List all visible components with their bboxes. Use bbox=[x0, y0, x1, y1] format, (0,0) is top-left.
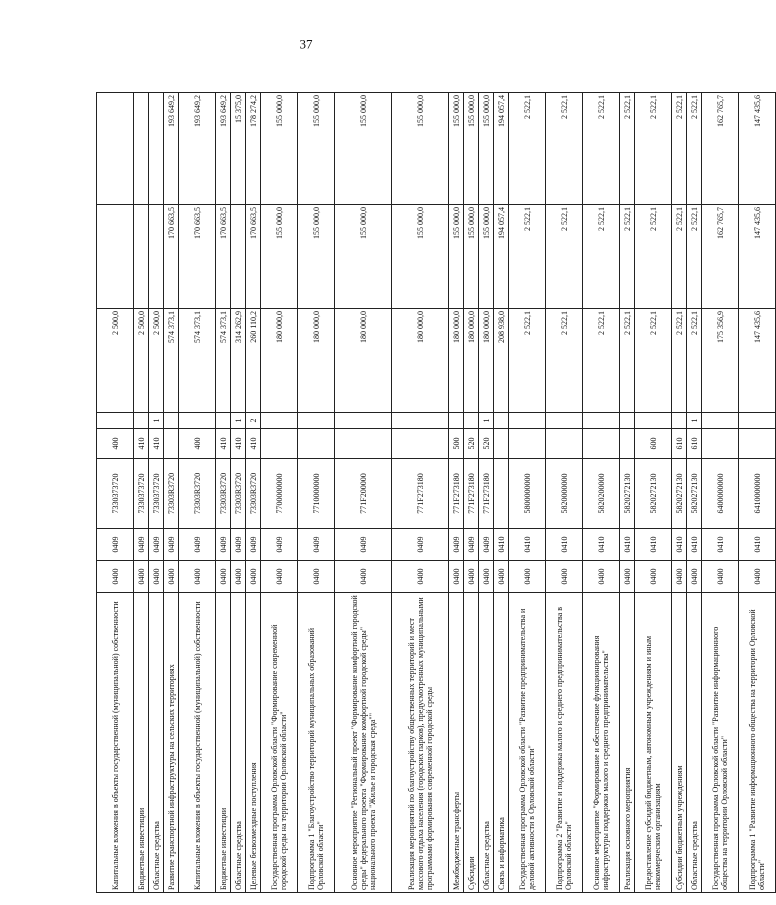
row-value-year1: 180 000,0 bbox=[261, 309, 298, 413]
row-subsection: 0409 bbox=[298, 529, 335, 561]
row-target-code: 5800000000 bbox=[509, 459, 546, 529]
row-source-code bbox=[702, 413, 739, 429]
row-target-code: 5820272130 bbox=[635, 459, 672, 529]
row-section: 0400 bbox=[216, 561, 231, 593]
table-row bbox=[464, 93, 479, 893]
row-value-year2 bbox=[134, 205, 149, 309]
row-expense-type: 520 bbox=[464, 429, 479, 459]
row-section: 0400 bbox=[298, 561, 335, 593]
row-source-code bbox=[179, 413, 216, 429]
table-row bbox=[449, 93, 464, 893]
row-name: Областные средства bbox=[231, 593, 246, 893]
row-value-year2: 155 000,0 bbox=[261, 205, 298, 309]
row-subsection: 0410 bbox=[494, 529, 509, 561]
row-source-code bbox=[449, 413, 464, 429]
table-row bbox=[494, 93, 509, 893]
row-section: 0400 bbox=[546, 561, 583, 593]
row-source-code bbox=[583, 413, 620, 429]
row-subsection: 0410 bbox=[672, 529, 687, 561]
table-row bbox=[97, 93, 134, 893]
row-subsection: 0409 bbox=[134, 529, 149, 561]
row-value-year1: 147 435,6 bbox=[739, 309, 776, 413]
row-section: 0400 bbox=[494, 561, 509, 593]
row-value-year2 bbox=[149, 205, 164, 309]
row-expense-type: 400 bbox=[97, 429, 134, 459]
row-source-code: 1 bbox=[687, 413, 702, 429]
table-row bbox=[620, 93, 635, 893]
row-value-year1: 574 373,1 bbox=[216, 309, 231, 413]
row-value-year2: 2 522,1 bbox=[583, 205, 620, 309]
row-name: Государственная программа Орловской области "Развитие информационного общества на территории Орловской области" bbox=[702, 593, 739, 893]
row-value-year3: 193 649,2 bbox=[164, 93, 179, 205]
row-name: Целевые безвозмездные поступления bbox=[246, 593, 261, 893]
row-value-year3: 15 375,0 bbox=[231, 93, 246, 205]
budget-table-body bbox=[97, 93, 776, 893]
row-name: Связь и информатика bbox=[494, 593, 509, 893]
table-row bbox=[149, 93, 164, 893]
row-section: 0400 bbox=[464, 561, 479, 593]
row-name: Капитальные вложения в объекты государственной (муниципальной) собственности bbox=[97, 593, 134, 893]
row-value-year3: 178 274,2 bbox=[246, 93, 261, 205]
row-source-code bbox=[392, 413, 449, 429]
row-value-year3: 155 000,0 bbox=[392, 93, 449, 205]
row-subsection: 0410 bbox=[687, 529, 702, 561]
row-name: Межбюджетные трансферты bbox=[449, 593, 464, 893]
row-source-code bbox=[97, 413, 134, 429]
row-subsection: 0409 bbox=[449, 529, 464, 561]
row-target-code: 7330373720 bbox=[134, 459, 149, 529]
row-value-year3: 155 000,0 bbox=[335, 93, 392, 205]
row-target-code: 5820000000 bbox=[546, 459, 583, 529]
table-row bbox=[739, 93, 776, 893]
row-value-year3: 155 000,0 bbox=[464, 93, 479, 205]
row-source-code bbox=[546, 413, 583, 429]
row-value-year3: 2 522,1 bbox=[583, 93, 620, 205]
row-value-year3: 155 000,0 bbox=[479, 93, 494, 205]
row-source-code bbox=[261, 413, 298, 429]
row-section: 0400 bbox=[134, 561, 149, 593]
row-value-year3: 193 649,2 bbox=[216, 93, 231, 205]
row-target-code: 7330373720 bbox=[149, 459, 164, 529]
row-value-year2: 2 522,1 bbox=[546, 205, 583, 309]
row-name: Предоставление субсидий бюджетным, автономным учреждениям и иным некоммерческим организациям bbox=[635, 593, 672, 893]
row-subsection: 0410 bbox=[509, 529, 546, 561]
row-value-year2: 162 765,7 bbox=[702, 205, 739, 309]
row-name: Подпрограмма 2 "Развитие и поддержка малого и среднего предпринимательства в Орловской области" bbox=[546, 593, 583, 893]
row-value-year1: 2 522,1 bbox=[672, 309, 687, 413]
row-section: 0400 bbox=[672, 561, 687, 593]
row-value-year3: 193 649,2 bbox=[179, 93, 216, 205]
row-section: 0400 bbox=[149, 561, 164, 593]
row-target-code: 6410000000 bbox=[739, 459, 776, 529]
row-source-code bbox=[464, 413, 479, 429]
row-expense-type: 520 bbox=[479, 429, 494, 459]
row-source-code bbox=[672, 413, 687, 429]
row-subsection: 0410 bbox=[583, 529, 620, 561]
row-name: Основное мероприятие "Формирование и обеспечение функционирования инфраструктуры поддержки малого и среднего предпринимательства" bbox=[583, 593, 620, 893]
row-expense-type: 410 bbox=[149, 429, 164, 459]
row-value-year1: 180 000,0 bbox=[298, 309, 335, 413]
row-value-year1: 574 373,1 bbox=[179, 309, 216, 413]
row-subsection: 0409 bbox=[164, 529, 179, 561]
row-subsection: 0410 bbox=[635, 529, 672, 561]
row-subsection: 0409 bbox=[392, 529, 449, 561]
row-expense-type: 410 bbox=[231, 429, 246, 459]
row-target-code: 73303R3720 bbox=[231, 459, 246, 529]
row-expense-type bbox=[298, 429, 335, 459]
row-target-code bbox=[494, 459, 509, 529]
row-value-year3: 2 522,1 bbox=[546, 93, 583, 205]
page-number: 37 bbox=[299, 36, 313, 52]
row-value-year3 bbox=[149, 93, 164, 205]
row-value-year3 bbox=[97, 93, 134, 205]
row-value-year2: 155 000,0 bbox=[298, 205, 335, 309]
row-value-year1: 180 000,0 bbox=[335, 309, 392, 413]
row-name: Подпрограмма 1 "Благоустройство территорий муниципальных образований Орловской области" bbox=[298, 593, 335, 893]
row-target-code: 771F273180 bbox=[449, 459, 464, 529]
row-subsection: 0410 bbox=[546, 529, 583, 561]
row-subsection: 0409 bbox=[216, 529, 231, 561]
table-row bbox=[635, 93, 672, 893]
row-expense-type: 410 bbox=[216, 429, 231, 459]
table-row bbox=[231, 93, 246, 893]
row-subsection: 0409 bbox=[335, 529, 392, 561]
row-source-code bbox=[335, 413, 392, 429]
row-section: 0400 bbox=[739, 561, 776, 593]
row-expense-type bbox=[261, 429, 298, 459]
row-value-year1: 180 000,0 bbox=[464, 309, 479, 413]
row-target-code: 7330373720 bbox=[97, 459, 134, 529]
row-expense-type: 410 bbox=[246, 429, 261, 459]
row-subsection: 0409 bbox=[246, 529, 261, 561]
row-source-code bbox=[494, 413, 509, 429]
row-expense-type bbox=[494, 429, 509, 459]
row-name: Реализация основного мероприятия bbox=[620, 593, 635, 893]
row-section: 0400 bbox=[479, 561, 494, 593]
row-value-year3: 147 435,6 bbox=[739, 93, 776, 205]
row-value-year3: 2 522,1 bbox=[672, 93, 687, 205]
row-value-year3: 2 522,1 bbox=[620, 93, 635, 205]
row-section: 0400 bbox=[449, 561, 464, 593]
row-subsection: 0409 bbox=[179, 529, 216, 561]
row-value-year2: 2 522,1 bbox=[620, 205, 635, 309]
row-value-year2: 155 000,0 bbox=[464, 205, 479, 309]
row-section: 0400 bbox=[635, 561, 672, 593]
row-section: 0400 bbox=[687, 561, 702, 593]
row-subsection: 0409 bbox=[479, 529, 494, 561]
row-value-year1: 2 522,1 bbox=[620, 309, 635, 413]
row-target-code: 73303R3720 bbox=[246, 459, 261, 529]
row-name: Бюджетные инвестиции bbox=[134, 593, 149, 893]
row-value-year1: 2 522,1 bbox=[635, 309, 672, 413]
row-value-year1: 2 500,0 bbox=[134, 309, 149, 413]
table-row bbox=[335, 93, 392, 893]
row-expense-type: 410 bbox=[134, 429, 149, 459]
row-value-year3: 2 522,1 bbox=[635, 93, 672, 205]
row-value-year1: 2 522,1 bbox=[546, 309, 583, 413]
table-row bbox=[216, 93, 231, 893]
row-expense-type: 500 bbox=[449, 429, 464, 459]
row-value-year1: 2 522,1 bbox=[583, 309, 620, 413]
row-name: Бюджетные инвестиции bbox=[216, 593, 231, 893]
row-value-year1: 314 262,9 bbox=[231, 309, 246, 413]
row-subsection: 0410 bbox=[620, 529, 635, 561]
row-value-year1: 2 522,1 bbox=[509, 309, 546, 413]
row-section: 0400 bbox=[164, 561, 179, 593]
row-target-code: 5820272130 bbox=[672, 459, 687, 529]
row-source-code: 1 bbox=[479, 413, 494, 429]
row-source-code bbox=[164, 413, 179, 429]
table-row bbox=[546, 93, 583, 893]
row-value-year3 bbox=[134, 93, 149, 205]
row-value-year1: 2 500,0 bbox=[149, 309, 164, 413]
table-row bbox=[179, 93, 216, 893]
row-name: Государственная программа Орловской области "Развитие предпринимательства и деловой активности в Орловской области" bbox=[509, 593, 546, 893]
row-name: Областные средства bbox=[687, 593, 702, 893]
row-name: Государственная программа Орловской области "Формирование современной городской среды на территории Орловской области" bbox=[261, 593, 298, 893]
row-expense-type bbox=[739, 429, 776, 459]
row-target-code: 73303R3720 bbox=[164, 459, 179, 529]
row-subsection: 0410 bbox=[702, 529, 739, 561]
row-source-code: 2 bbox=[246, 413, 261, 429]
row-value-year3: 2 522,1 bbox=[687, 93, 702, 205]
row-value-year2: 155 000,0 bbox=[479, 205, 494, 309]
row-name: Областные средства bbox=[149, 593, 164, 893]
row-expense-type bbox=[392, 429, 449, 459]
row-value-year2: 2 522,1 bbox=[509, 205, 546, 309]
row-value-year2: 2 522,1 bbox=[687, 205, 702, 309]
row-value-year2: 155 000,0 bbox=[335, 205, 392, 309]
row-source-code bbox=[739, 413, 776, 429]
row-section: 0400 bbox=[392, 561, 449, 593]
table-row bbox=[702, 93, 739, 893]
row-target-code: 5820200000 bbox=[583, 459, 620, 529]
row-target-code: 771F273180 bbox=[479, 459, 494, 529]
row-value-year2: 155 000,0 bbox=[392, 205, 449, 309]
row-value-year1: 180 000,0 bbox=[449, 309, 464, 413]
row-expense-type bbox=[620, 429, 635, 459]
row-value-year2: 194 057,4 bbox=[494, 205, 509, 309]
row-section: 0400 bbox=[335, 561, 392, 593]
row-target-code: 5820272130 bbox=[620, 459, 635, 529]
row-section: 0400 bbox=[702, 561, 739, 593]
row-expense-type bbox=[164, 429, 179, 459]
table-row bbox=[687, 93, 702, 893]
row-subsection: 0409 bbox=[231, 529, 246, 561]
table-row bbox=[509, 93, 546, 893]
row-name: Реализация мероприятий по благоустройству общественных территорий и мест массового отдыха населения (городских парков), предусмотренных муниципальными программами формирования современной городской среды bbox=[392, 593, 449, 893]
row-source-code: 1 bbox=[231, 413, 246, 429]
row-value-year1: 260 110,2 bbox=[246, 309, 261, 413]
row-value-year3: 155 000,0 bbox=[261, 93, 298, 205]
row-source-code bbox=[298, 413, 335, 429]
table-row bbox=[479, 93, 494, 893]
row-expense-type: 400 bbox=[179, 429, 216, 459]
row-expense-type bbox=[583, 429, 620, 459]
row-value-year2: 170 663,5 bbox=[216, 205, 231, 309]
row-value-year1: 180 000,0 bbox=[479, 309, 494, 413]
row-target-code: 771F273180 bbox=[464, 459, 479, 529]
row-target-code: 5820272130 bbox=[687, 459, 702, 529]
row-section: 0400 bbox=[97, 561, 134, 593]
row-value-year1: 574 373,1 bbox=[164, 309, 179, 413]
row-subsection: 0409 bbox=[261, 529, 298, 561]
row-target-code: 7710000000 bbox=[298, 459, 335, 529]
row-source-code: 1 bbox=[149, 413, 164, 429]
row-name: Основное мероприятие "Региональный проект "Формирование комфортной городской среды" федерального проекта "Формирование комфортной городской среды" национального проекта "Жилье и городская среда"" bbox=[335, 593, 392, 893]
row-section: 0400 bbox=[509, 561, 546, 593]
row-subsection: 0409 bbox=[149, 529, 164, 561]
table-row bbox=[164, 93, 179, 893]
row-target-code: 771F273180 bbox=[392, 459, 449, 529]
table-row bbox=[261, 93, 298, 893]
row-value-year2: 170 663,5 bbox=[164, 205, 179, 309]
row-name: Субсидии бюджетным учреждениям bbox=[672, 593, 687, 893]
table-row bbox=[672, 93, 687, 893]
row-target-code: 73303R3720 bbox=[216, 459, 231, 529]
row-subsection: 0410 bbox=[739, 529, 776, 561]
row-value-year2: 155 000,0 bbox=[449, 205, 464, 309]
row-value-year1: 2 500,0 bbox=[97, 309, 134, 413]
budget-table bbox=[96, 92, 776, 893]
row-source-code bbox=[216, 413, 231, 429]
row-section: 0400 bbox=[261, 561, 298, 593]
row-target-code: 6400000000 bbox=[702, 459, 739, 529]
row-expense-type bbox=[546, 429, 583, 459]
row-value-year3: 155 000,0 bbox=[449, 93, 464, 205]
row-name: Субсидии bbox=[464, 593, 479, 893]
row-name: Подпрограмма 1 "Развитие информационного общества на территории Орловской области" bbox=[739, 593, 776, 893]
row-section: 0400 bbox=[246, 561, 261, 593]
table-row bbox=[583, 93, 620, 893]
row-value-year2 bbox=[231, 205, 246, 309]
row-value-year1: 180 000,0 bbox=[392, 309, 449, 413]
row-expense-type bbox=[702, 429, 739, 459]
row-source-code bbox=[635, 413, 672, 429]
row-section: 0400 bbox=[620, 561, 635, 593]
row-expense-type bbox=[509, 429, 546, 459]
row-value-year2 bbox=[97, 205, 134, 309]
row-target-code: 73303R3720 bbox=[179, 459, 216, 529]
row-name: Развитие транспортной инфраструктуры на сельских территориях bbox=[164, 593, 179, 893]
row-name: Областные средства bbox=[479, 593, 494, 893]
row-value-year2: 170 663,5 bbox=[179, 205, 216, 309]
row-section: 0400 bbox=[583, 561, 620, 593]
table-row bbox=[298, 93, 335, 893]
row-value-year2: 170 663,5 bbox=[246, 205, 261, 309]
row-value-year3: 155 000,0 bbox=[298, 93, 335, 205]
row-name: Капитальные вложения в объекты государственной (муниципальной) собственности bbox=[179, 593, 216, 893]
row-expense-type: 600 bbox=[635, 429, 672, 459]
row-target-code: 7700000000 bbox=[261, 459, 298, 529]
row-subsection: 0409 bbox=[97, 529, 134, 561]
row-expense-type bbox=[335, 429, 392, 459]
row-target-code: 771F200000 bbox=[335, 459, 392, 529]
row-value-year1: 2 522,1 bbox=[687, 309, 702, 413]
row-source-code bbox=[509, 413, 546, 429]
row-expense-type: 610 bbox=[672, 429, 687, 459]
row-value-year2: 2 522,1 bbox=[635, 205, 672, 309]
row-subsection: 0409 bbox=[464, 529, 479, 561]
row-value-year3: 2 522,1 bbox=[509, 93, 546, 205]
table-row bbox=[246, 93, 261, 893]
row-section: 0400 bbox=[179, 561, 216, 593]
row-expense-type: 610 bbox=[687, 429, 702, 459]
row-section: 0400 bbox=[231, 561, 246, 593]
row-value-year3: 162 765,7 bbox=[702, 93, 739, 205]
table-row bbox=[392, 93, 449, 893]
row-value-year3: 194 057,4 bbox=[494, 93, 509, 205]
row-source-code bbox=[134, 413, 149, 429]
row-value-year2: 147 435,6 bbox=[739, 205, 776, 309]
row-value-year1: 175 356,9 bbox=[702, 309, 739, 413]
row-value-year1: 208 938,0 bbox=[494, 309, 509, 413]
row-source-code bbox=[620, 413, 635, 429]
row-value-year2: 2 522,1 bbox=[672, 205, 687, 309]
table-row bbox=[134, 93, 149, 893]
